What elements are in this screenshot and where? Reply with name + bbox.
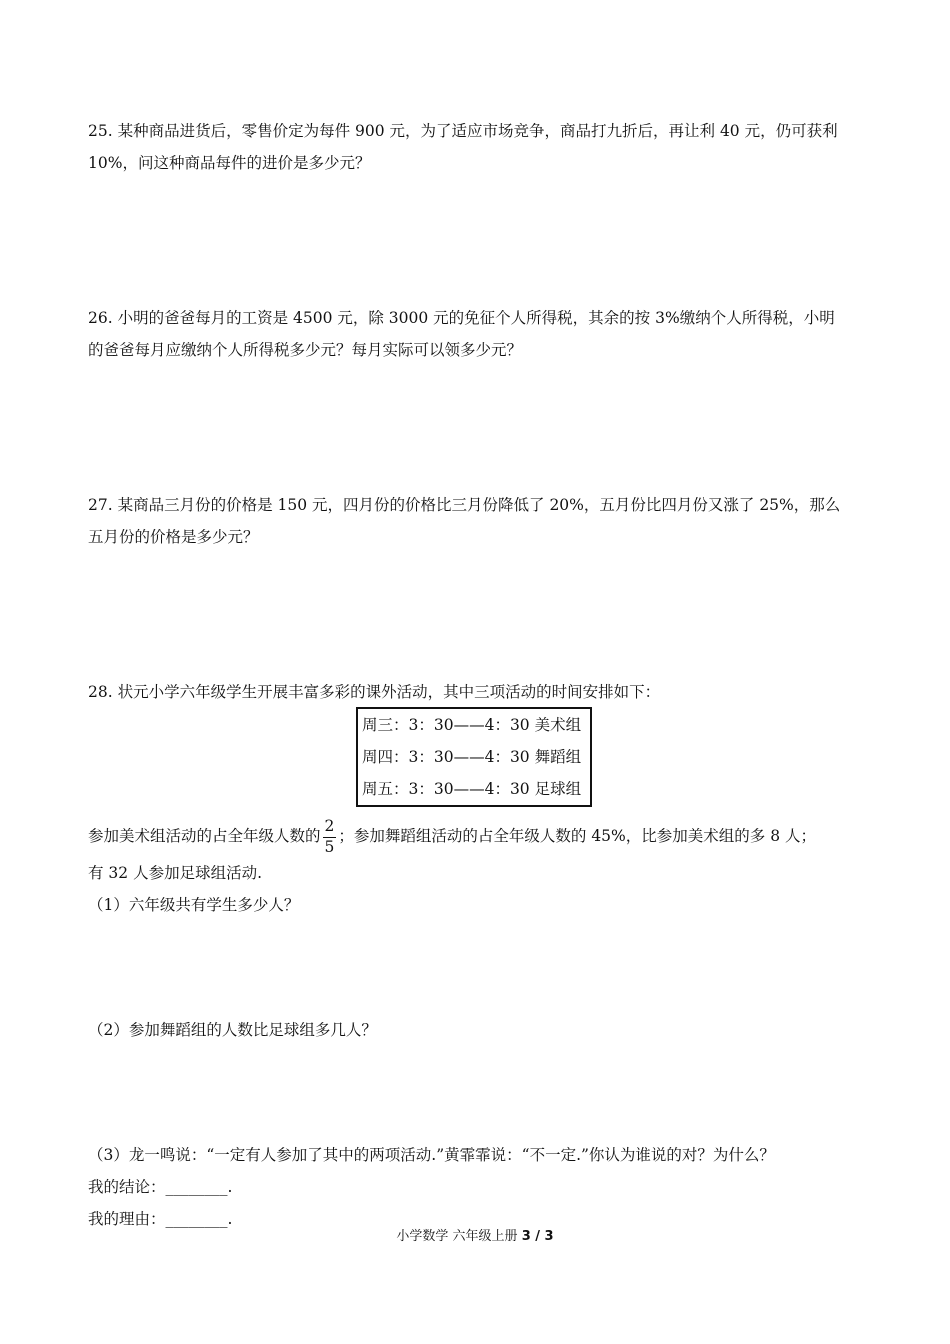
description-part-1: 参加美术组活动的占全年级人数的 [88, 827, 321, 845]
question-28-intro: 28. 状元小学六年级学生开展丰富多彩的课外活动，其中三项活动的时间安排如下： [88, 683, 661, 701]
schedule-row-wednesday: 周三：3：30——4：30 美术组 [362, 716, 582, 734]
reason-blank[interactable]: 我的理由：________. [88, 1210, 233, 1228]
question-28-sub-3: （3）龙一鸣说：“一定有人参加了其中的两项活动.”黄霏霏说：“不一定.”你认为谁说的对？为什么？ [88, 1146, 775, 1164]
footer-label: 小学数学 六年级上册 [396, 1229, 518, 1244]
question-28-sub-2: （2）参加舞蹈组的人数比足球组多几人？ [88, 1021, 377, 1039]
question-26-line-2: 的爸爸每月应缴纳个人所得税多少元？每月实际可以领多少元？ [88, 341, 523, 359]
question-27-line-2: 五月份的价格是多少元？ [88, 528, 259, 546]
fraction-numerator: 2 [323, 819, 337, 838]
page-number: 3 / 3 [521, 1229, 554, 1244]
page-footer [0, 1228, 950, 1246]
question-26-line-1: 26. 小明的爸爸每月的工资是 4500 元，除 3000 元的免征个人所得税，其余的按 3%缴纳个人所得税，小明 [88, 309, 835, 327]
description-part-2: ；参加舞蹈组活动的占全年级人数的 45%，比参加美术组的多 8 人； [338, 827, 816, 845]
schedule-row-thursday: 周四：3：30——4：30 舞蹈组 [362, 748, 582, 766]
activity-schedule-table [356, 707, 592, 807]
question-27-line-1: 27. 某商品三月份的价格是 150 元，四月份的价格比三月份降低了 20%，五月份比四月份又涨了 25%，那么 [88, 496, 841, 514]
question-25-line-2: 10%，问这种商品每件的进价是多少元？ [88, 154, 371, 172]
question-28-description-line-2: 有 32 人参加足球组活动. [88, 864, 263, 882]
question-28-sub-1: （1）六年级共有学生多少人？ [88, 896, 300, 914]
fraction-denominator: 5 [324, 837, 335, 856]
conclusion-blank[interactable]: 我的结论：________. [88, 1178, 233, 1196]
fraction-two-fifths [323, 819, 337, 855]
question-25-line-1: 25. 某种商品进货后，零售价定为每件 900 元，为了适应市场竞争，商品打九折后，再让利 40 元，仍可获利 [88, 122, 838, 140]
question-28-description [88, 818, 868, 855]
schedule-row-friday: 周五：3：30——4：30 足球组 [362, 780, 582, 798]
